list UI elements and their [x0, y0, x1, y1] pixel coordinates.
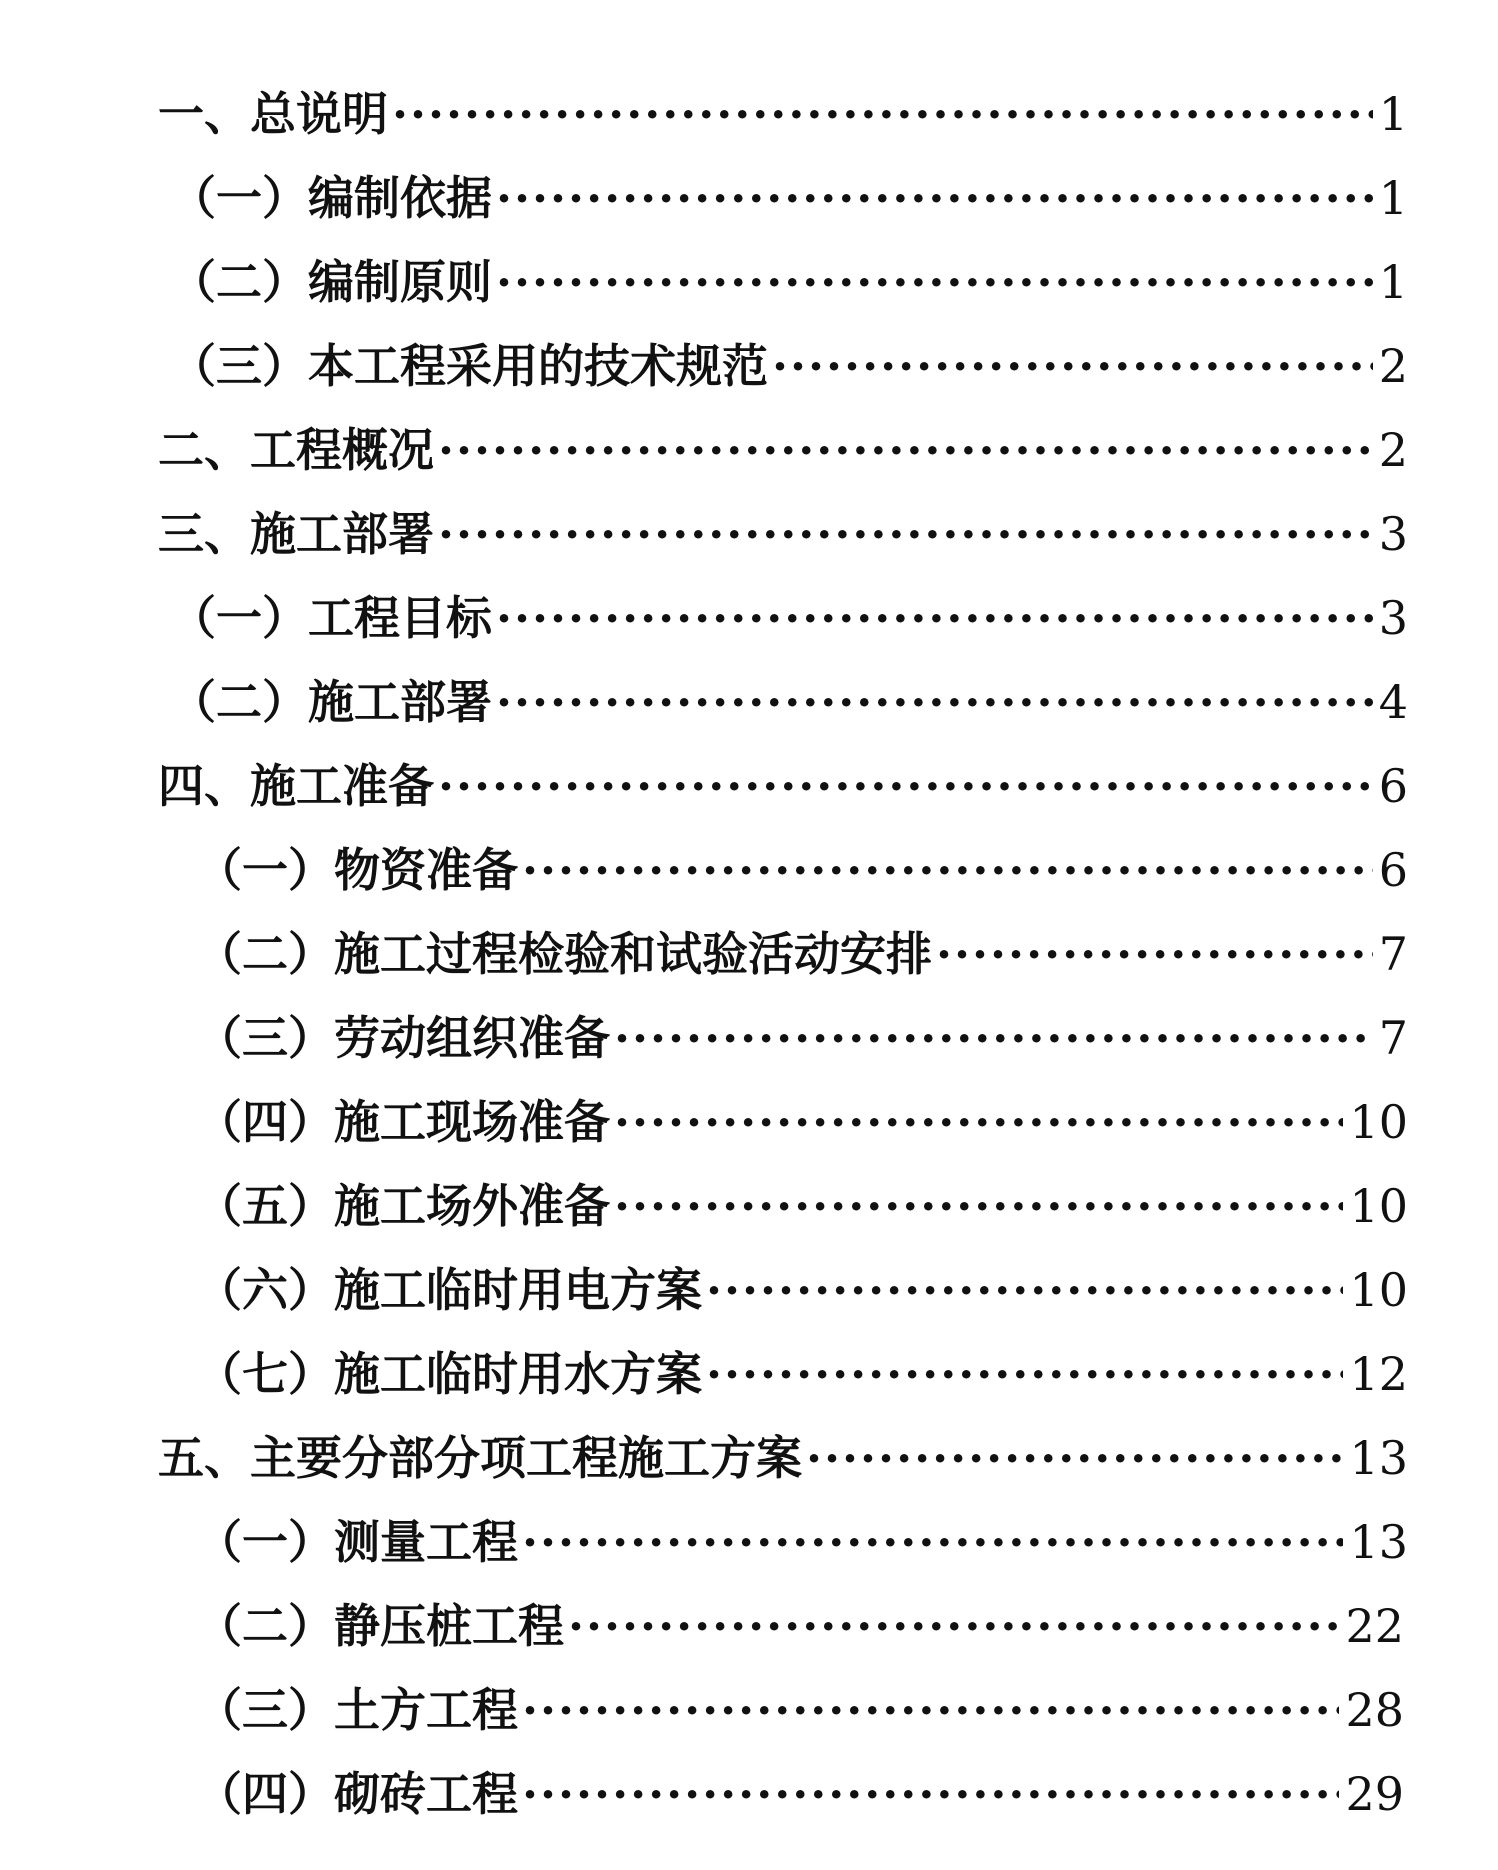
toc-entry-title: （二）施工过程检验和试验活动安排 — [196, 927, 932, 981]
toc-dot-leader — [614, 1080, 1343, 1164]
toc-entry-page: 13 — [1349, 1431, 1408, 1485]
toc-entry-title: （一）测量工程 — [196, 1515, 518, 1569]
toc-dot-leader — [522, 1668, 1339, 1752]
toc-dot-leader — [392, 72, 1373, 156]
toc-entry[interactable] — [158, 72, 1408, 156]
toc-dot-leader — [772, 324, 1373, 408]
toc-entry-title: （一）物资准备 — [196, 843, 518, 897]
toc-entry-page: 10 — [1349, 1179, 1408, 1233]
toc-entry-page: 7 — [1378, 1011, 1408, 1065]
toc-entry-title: 四、施工准备 — [158, 759, 434, 813]
toc-entry[interactable] — [196, 1752, 1404, 1836]
toc-entry-page: 4 — [1378, 675, 1408, 729]
toc-dot-leader — [806, 1416, 1343, 1500]
toc-entry[interactable] — [170, 324, 1408, 408]
toc-entry[interactable] — [196, 1584, 1404, 1668]
toc-entry-title: （二）静压桩工程 — [196, 1599, 564, 1653]
toc-entry-page: 2 — [1378, 423, 1408, 477]
toc-entry-page: 10 — [1349, 1095, 1408, 1149]
toc-entry[interactable] — [170, 660, 1408, 744]
toc-dot-leader — [614, 1164, 1343, 1248]
toc-entry[interactable] — [196, 1668, 1404, 1752]
toc-entry[interactable] — [196, 828, 1408, 912]
toc-entry[interactable] — [196, 1500, 1408, 1584]
toc-entry[interactable] — [196, 912, 1408, 996]
toc-entry-page: 13 — [1349, 1515, 1408, 1569]
toc-entry[interactable] — [196, 1332, 1408, 1416]
toc-entry[interactable] — [196, 996, 1408, 1080]
toc-entry-title: （六）施工临时用电方案 — [196, 1263, 702, 1317]
toc-entry-title: （三）本工程采用的技术规范 — [170, 339, 768, 393]
toc-entry-page: 6 — [1378, 759, 1408, 813]
toc-entry-page: 1 — [1378, 255, 1408, 309]
toc-dot-leader — [614, 996, 1373, 1080]
toc-entry[interactable] — [170, 240, 1408, 324]
toc-entry-title: （四）施工现场准备 — [196, 1095, 610, 1149]
toc-dot-leader — [706, 1332, 1343, 1416]
toc-entry-title: 五、主要分部分项工程施工方案 — [158, 1431, 802, 1485]
toc-dot-leader — [496, 660, 1373, 744]
toc-entry-page: 29 — [1345, 1767, 1404, 1821]
toc-entry-title: （二）施工部署 — [170, 675, 492, 729]
toc-entry-page: 2 — [1378, 339, 1408, 393]
toc-dot-leader — [522, 1752, 1339, 1836]
toc-entry[interactable] — [196, 1248, 1408, 1332]
toc-entry-page: 1 — [1378, 87, 1408, 141]
toc-dot-leader — [936, 912, 1373, 996]
toc-entry-title: （一）工程目标 — [170, 591, 492, 645]
toc-entry-page: 22 — [1345, 1599, 1404, 1653]
toc-entry[interactable] — [196, 1164, 1408, 1248]
toc-entry[interactable] — [196, 1080, 1408, 1164]
toc-entry-page: 7 — [1378, 927, 1408, 981]
toc-entry-page: 12 — [1349, 1347, 1408, 1401]
toc-entry[interactable] — [158, 744, 1408, 828]
toc-entry-page: 28 — [1345, 1683, 1404, 1737]
toc-entry-title: （一）编制依据 — [170, 171, 492, 225]
toc-dot-leader — [438, 744, 1373, 828]
toc-dot-leader — [438, 408, 1373, 492]
toc-entry-title: （五）施工场外准备 — [196, 1179, 610, 1233]
toc-entry[interactable] — [158, 408, 1408, 492]
toc-entry[interactable] — [158, 1416, 1408, 1500]
toc-dot-leader — [496, 156, 1373, 240]
toc-entry-page: 3 — [1378, 507, 1408, 561]
toc-entry-page: 1 — [1378, 171, 1408, 225]
toc-entry-title: （二）编制原则 — [170, 255, 492, 309]
toc-entry-page: 3 — [1378, 591, 1408, 645]
toc-dot-leader — [438, 492, 1373, 576]
toc-entry-title: 二、工程概况 — [158, 423, 434, 477]
toc-entry-title: （四）砌砖工程 — [196, 1767, 518, 1821]
toc-entry[interactable] — [158, 492, 1408, 576]
toc-entry[interactable] — [170, 576, 1408, 660]
toc-dot-leader — [522, 828, 1373, 912]
toc-entry-page: 10 — [1349, 1263, 1408, 1317]
toc-entry-title: （三）土方工程 — [196, 1683, 518, 1737]
toc-dot-leader — [568, 1584, 1339, 1668]
toc-entry-page: 6 — [1378, 843, 1408, 897]
toc-entry-title: （七）施工临时用水方案 — [196, 1347, 702, 1401]
toc-entry-title: 一、总说明 — [158, 87, 388, 141]
toc-entry-title: 三、施工部署 — [158, 507, 434, 561]
toc-dot-leader — [706, 1248, 1343, 1332]
toc-entry[interactable] — [170, 156, 1408, 240]
toc-dot-leader — [496, 240, 1373, 324]
toc-dot-leader — [522, 1500, 1343, 1584]
toc-dot-leader — [496, 576, 1373, 660]
toc-entry-title: （三）劳动组织准备 — [196, 1011, 610, 1065]
